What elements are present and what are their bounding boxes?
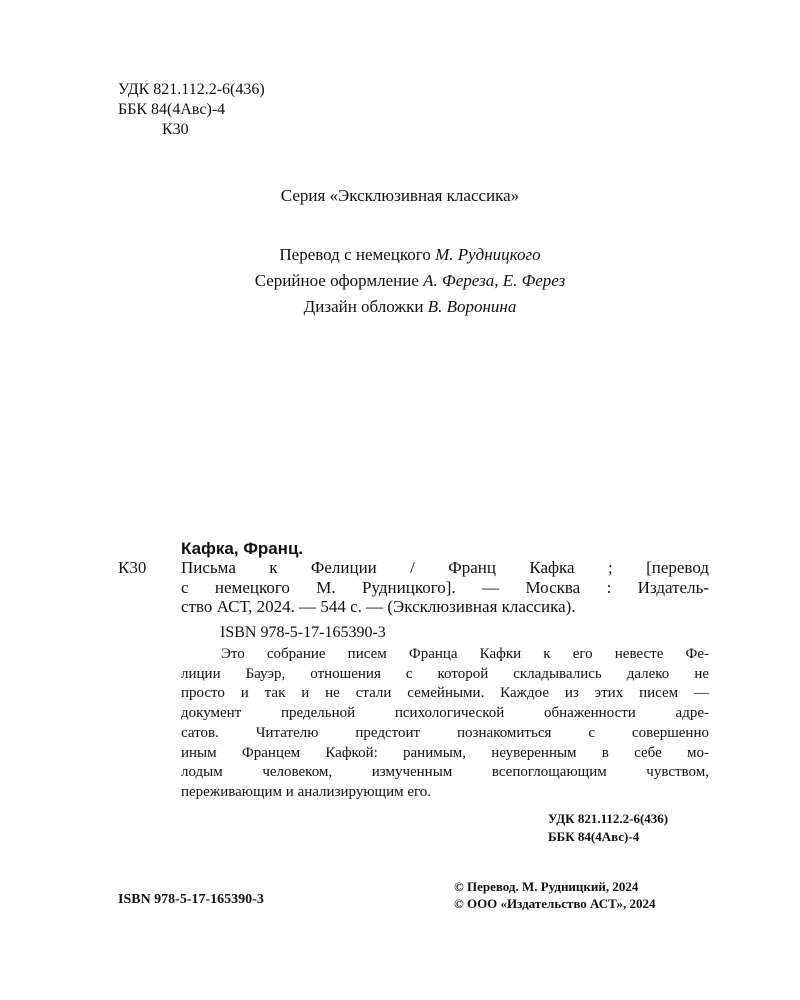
annotation-line: просто и так и не стали семейными. Каждое из этих писем — <box>181 685 709 702</box>
description-line: ство АСТ, 2024. — 544 с. — (Эксклюзивная классика). <box>181 597 576 616</box>
credit-series-design <box>0 268 800 294</box>
bibliographic-description <box>181 558 709 617</box>
footer-isbn: ISBN 978-5-17-165390-3 <box>118 892 264 907</box>
credit-name: А. Фереза, Е. Ферез <box>423 271 566 290</box>
annotation <box>181 645 709 803</box>
credit-label: Дизайн обложки <box>303 297 424 316</box>
annotation-line: лиции Бауэр, отношения с которой складывались далеко не <box>181 665 709 682</box>
record-author-mark: К30 <box>118 558 147 577</box>
copyright-translation: © Перевод. М. Рудницкий, 2024 <box>454 879 639 894</box>
copyright-block <box>454 878 656 912</box>
classification-block <box>118 80 265 140</box>
udk-code-bottom: УДК 821.112.2-6(436) <box>548 811 669 826</box>
annotation-line: сатов. Читателю предстоит познакомиться с совершенно <box>181 724 709 741</box>
series-title: Серия «Эксклюзивная классика» <box>280 186 520 205</box>
copyright-publisher: © ООО «Издательство АСТ», 2024 <box>454 896 656 911</box>
annotation-line: Это собрание писем Франца Кафки к его невесте Фе- <box>221 646 709 662</box>
credit-translation <box>0 242 800 268</box>
credit-label: Перевод с немецкого <box>279 245 431 264</box>
credit-cover-design <box>0 294 800 320</box>
bottom-classification <box>548 810 668 846</box>
annotation-line: иным Францем Кафкой: ранимым, неуверенным в себе мо- <box>181 744 709 761</box>
author-mark: К30 <box>162 121 189 138</box>
udk-code: УДК 821.112.2-6(436) <box>118 81 265 98</box>
annotation-line: документ предельной психологической обнаженности адре- <box>181 705 709 722</box>
record-isbn: ISBN 978-5-17-165390-3 <box>220 624 386 641</box>
credit-label: Серийное оформление <box>254 271 419 290</box>
description-line: с немецкого М. Рудницкого]. — Москва : Издатель- <box>181 577 709 597</box>
credit-name: В. Воронина <box>427 297 517 316</box>
credits-block <box>0 242 800 320</box>
annotation-line: лодым человеком, измученным всепоглощающим чувством, <box>181 764 709 781</box>
bbk-code-bottom: ББК 84(4Авс)-4 <box>548 829 640 844</box>
annotation-line: переживающим и анализирующим его. <box>181 783 432 800</box>
credit-name: М. Рудницкого <box>435 245 541 264</box>
record-author: Кафка, Франц. <box>181 539 304 558</box>
description-line: Письма к Фелиции / Франц Кафка ; [перевод <box>181 558 709 577</box>
bbk-code: ББК 84(4Авс)-4 <box>118 101 226 118</box>
